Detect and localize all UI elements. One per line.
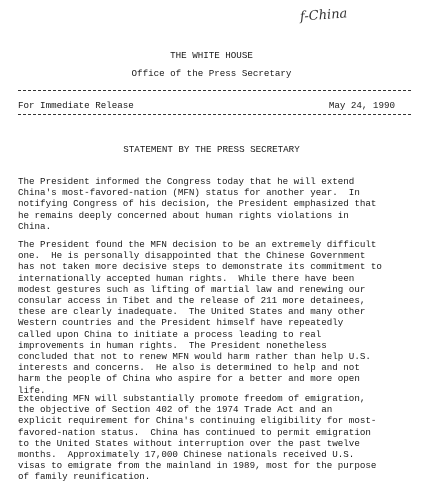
text-line: improvements in human rights. The President nonetheless xyxy=(18,339,327,351)
text-line: he remains deeply concerned about human rights violations in xyxy=(18,209,349,221)
text-line: China. xyxy=(18,220,52,232)
text-line: life. xyxy=(18,384,46,396)
text-line: Extending MFN will substantially promote freedom of emigration, xyxy=(18,393,366,404)
text-line: the objective of Section 402 of the 1974 Trade Act and an xyxy=(18,404,333,416)
bottom-divider xyxy=(18,114,411,115)
text-line: concluded that not to renew MFN would harm rather than help U.S. xyxy=(18,351,371,363)
top-divider xyxy=(18,90,411,91)
text-line: harm the people of China who aspire for a better and more open xyxy=(18,373,360,385)
text-line: these are clearly inadequate. The United States and many other xyxy=(18,306,366,318)
release-label: For Immediate Release xyxy=(18,100,134,111)
handwritten-annotation: f-China xyxy=(299,6,348,25)
paragraph-1 xyxy=(18,176,418,232)
text-line: interests and concerns. He also is determined to help and not xyxy=(18,362,360,374)
release-date: May 24, 1990 xyxy=(328,100,395,111)
text-line: called upon China to initiate a process leading to real xyxy=(18,328,322,340)
text-line: China's most-favored-nation (MFN) status for another year. In xyxy=(18,187,360,199)
text-line: of family reunification. xyxy=(18,471,151,483)
text-line: visas to emigrate from the mainland in 1989, most for the purpose xyxy=(18,460,377,472)
text-line: The President found the MFN decision to be an extremely difficult xyxy=(18,239,377,250)
statement-title: STATEMENT BY THE PRESS SECRETARY xyxy=(123,144,300,155)
text-line: favored-nation status. China has continued to permit emigration xyxy=(18,426,371,438)
text-line: The President informed the Congress today that he will extend xyxy=(18,176,355,187)
text-line: one. He is personally disappointed that the Chinese Government xyxy=(18,250,366,262)
paragraph-3 xyxy=(18,393,418,483)
org-heading: THE WHITE HOUSE xyxy=(170,50,253,61)
text-line: explicit requirement for China's continuing eligibility for most- xyxy=(18,415,377,427)
text-line: to the United States without interruption over the past twelve xyxy=(18,437,360,449)
text-line: consular access in Tibet and the release of 211 more detainees, xyxy=(18,295,366,307)
office-heading: Office of the Press Secretary xyxy=(131,68,292,79)
text-line: notifying Congress of his decision, the President emphasized that xyxy=(18,198,377,210)
paragraph-2 xyxy=(18,239,418,396)
text-line: Western countries and the President himself have repeatedly xyxy=(18,317,344,329)
text-line: has not taken more decisive steps to demonstrate its commitment to xyxy=(18,261,382,273)
text-line: modest gestures such as lifting of martial law and renewing our xyxy=(18,283,366,295)
text-line: months. Approximately 17,000 Chinese nationals received U.S. xyxy=(18,449,355,461)
text-line: internationally accepted human rights. While there have been xyxy=(18,272,355,284)
